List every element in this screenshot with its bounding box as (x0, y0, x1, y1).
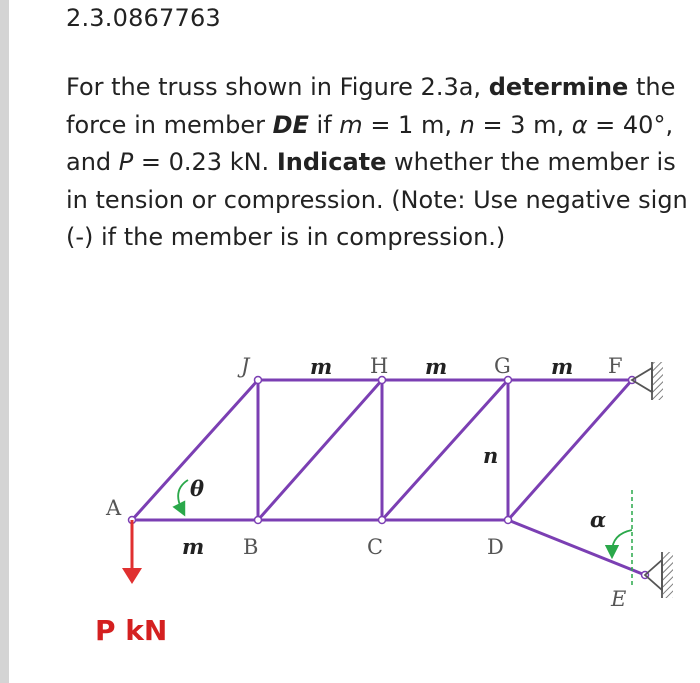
text-segment: = 1 m, (362, 110, 460, 139)
joint-D (505, 517, 512, 524)
load-arrow (122, 520, 142, 584)
text-segment: the force in member (66, 73, 676, 139)
joint-B (255, 517, 262, 524)
label-D: D (487, 535, 504, 559)
member-DE (508, 520, 645, 575)
variable-n: n (459, 110, 475, 139)
variable-p: P (118, 148, 134, 176)
text-segment: whether the member is in tension or compression. (Note: Use negative sign (-) if the member is in compression.) (66, 148, 688, 251)
variable-alpha: α (571, 110, 588, 139)
label-C: C (367, 535, 384, 559)
label-J: J (241, 354, 250, 378)
alpha-marker (612, 490, 632, 585)
label-H: H (370, 354, 389, 378)
truss-members (132, 380, 645, 575)
label-A: A (106, 496, 122, 520)
label-B: B (243, 535, 259, 559)
text-segment: = 0.23 kN. (133, 148, 277, 176)
member-name: DE (272, 110, 309, 139)
text-segment: if (308, 110, 340, 139)
text-segment: = 40°, and (66, 110, 674, 176)
label-F: F (608, 354, 623, 378)
problem-statement (66, 69, 691, 257)
emphasis-determine: determine (488, 73, 629, 101)
member-BH (258, 380, 382, 520)
label-m-top-1: m (310, 354, 333, 379)
label-m-top-3: m (551, 354, 574, 379)
label-G: G (494, 354, 511, 378)
problem-id: 2.3.0867763 (66, 4, 221, 32)
emphasis-indicate: Indicate (276, 148, 387, 176)
text-segment: = 3 m, (474, 110, 572, 139)
joint-J (255, 377, 262, 384)
label-m-bottom: m (182, 534, 205, 559)
label-theta: θ (190, 476, 205, 501)
label-n: n (483, 443, 499, 468)
truss-figure (0, 330, 700, 683)
variable-m: m (339, 110, 363, 139)
text-segment: For the truss shown in Figure 2.3a, (66, 73, 489, 101)
load-label: P kN (95, 614, 168, 647)
label-E: E (611, 587, 627, 611)
label-m-top-2: m (425, 354, 448, 379)
member-DF (508, 380, 632, 520)
theta-marker (178, 480, 188, 510)
label-alpha: α (590, 507, 607, 532)
joint-C (379, 517, 386, 524)
joint-pins (129, 377, 649, 579)
support-F (632, 362, 663, 400)
